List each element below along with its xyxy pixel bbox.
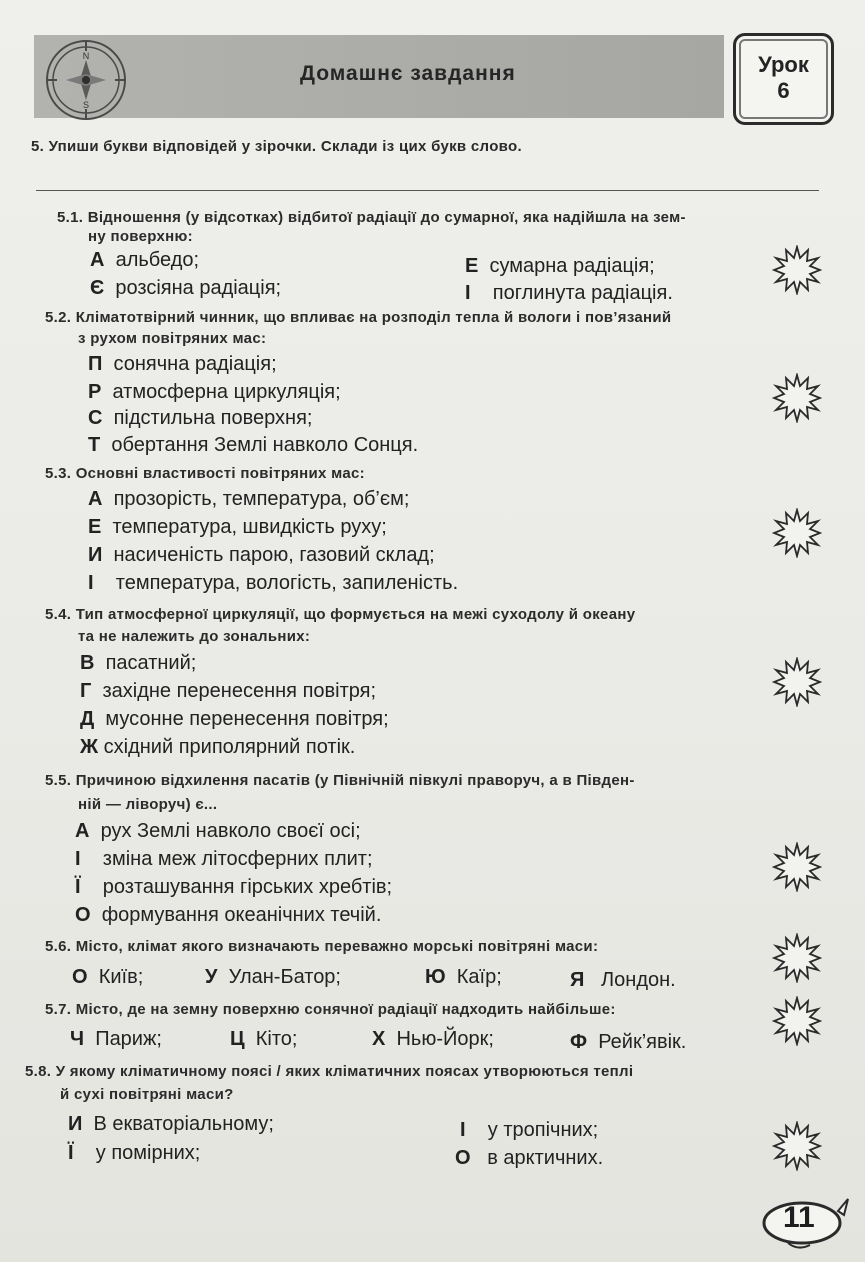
question-text: У якому кліматичному поясі / яких кліматичних поясах утворюються теплі: [55, 1063, 634, 1080]
question-5-2-cont: з рухом повітряних мас:: [78, 330, 267, 347]
option-5-6-u: У Улан-Батор;: [205, 966, 341, 988]
option-5-4-zh: Ж східний приполярний потік.: [80, 736, 356, 758]
option-5-2-p: П сонячна радіація;: [88, 353, 277, 375]
answer-star-5-8[interactable]: [772, 1121, 822, 1171]
option-5-5-o: О формування океанічних течій.: [75, 904, 382, 926]
option-5-3-i: І температура, вологість, запиленість.: [88, 572, 459, 594]
compass-south-label: S: [82, 100, 90, 110]
page-number: 11: [783, 1201, 815, 1234]
lesson-word: Урок: [758, 52, 809, 77]
question-5-6: [45, 936, 598, 958]
option-5-4-d: Д мусонне перенесення повітря;: [80, 708, 389, 730]
question-number: 5.5.: [45, 772, 72, 789]
question-5-5: [45, 770, 635, 792]
answer-star-5-6[interactable]: [772, 933, 822, 983]
question-text: Причиною відхилення пасатів (у Північній півкулі праворуч, а в Півден-: [75, 772, 635, 789]
option-5-2-t: Т обертання Землі навколо Сонця.: [88, 434, 419, 456]
option-5-1-ye: Є розсіяна радіація;: [90, 277, 282, 299]
option-5-3-y: И насиченість парою, газовий склад;: [88, 544, 435, 566]
question-text: Тип атмосферної циркуляції, що формується на межі суходолу й океану: [75, 606, 636, 623]
question-number: 5.7.: [45, 1001, 72, 1018]
question-number: 5.6.: [45, 938, 72, 955]
option-5-7-ts: Ц Кіто;: [230, 1028, 298, 1050]
question-5-2: [45, 307, 671, 329]
option-5-8-i: І у тропічних;: [460, 1119, 599, 1141]
option-5-6-ya: Я Лондон.: [570, 969, 676, 991]
option-5-8-o: О в арктичних.: [455, 1147, 604, 1169]
option-5-6-o: О Київ;: [72, 966, 144, 988]
option-5-2-r: Р атмосферна циркуляція;: [88, 381, 341, 403]
task-intro: 5. Упиши букви відповідей у зірочки. Склади із цих букв слово.: [31, 138, 522, 155]
question-5-4: [45, 604, 635, 626]
question-number: 5.2.: [45, 309, 72, 326]
question-text: Основні властивості повітряних мас:: [75, 465, 365, 482]
question-5-5-cont: ній — ліворуч) є...: [78, 796, 218, 813]
option-5-3-e: Е температура, швидкість руху;: [88, 516, 387, 538]
question-text: Відношення (у відсотках) відбитої радіації до сумарної, яка надійшла на зем-: [87, 209, 686, 226]
question-number: 5.8.: [25, 1063, 52, 1080]
option-5-8-yi: Ї у помірних;: [68, 1142, 201, 1164]
option-5-4-h: Г західне перенесення повітря;: [80, 680, 377, 702]
question-number: 5.4.: [45, 606, 72, 623]
question-text: Місто, клімат якого визначають переважно морські повітряні маси:: [75, 938, 599, 955]
option-5-5-yi: Ї розташування гірських хребтів;: [75, 876, 393, 898]
option-5-1-a: А альбедо;: [90, 249, 200, 271]
option-5-8-y: И В екваторіальному;: [68, 1113, 274, 1135]
answer-star-5-1[interactable]: [772, 245, 822, 295]
option-5-3-a: А прозорість, температура, об’єм;: [88, 488, 410, 510]
option-5-1-i: І поглинута радіація.: [465, 282, 673, 304]
question-5-3: [45, 463, 365, 485]
option-5-7-ch: Ч Париж;: [70, 1028, 162, 1050]
option-5-7-kh: Х Нью-Йорк;: [372, 1028, 494, 1050]
option-5-4-v: В пасатний;: [80, 652, 197, 674]
answer-star-5-3[interactable]: [772, 508, 822, 558]
answer-star-5-2[interactable]: [772, 373, 822, 423]
option-5-6-yu: Ю Каїр;: [425, 966, 502, 988]
question-5-4-cont: та не належить до зональних:: [78, 628, 311, 645]
option-5-5-i: І зміна меж літосферних плит;: [75, 848, 373, 870]
question-number: 5.3.: [45, 465, 72, 482]
option-5-5-a: А рух Землі навколо своєї осі;: [75, 820, 361, 842]
compass-north-label: N: [82, 51, 90, 61]
question-5-7: [45, 999, 616, 1021]
option-5-7-f: Ф Рейк’явік.: [570, 1031, 687, 1053]
option-5-1-e: Е сумарна радіація;: [465, 255, 655, 277]
lesson-number: 6: [777, 78, 790, 103]
answer-star-5-7[interactable]: [772, 996, 822, 1046]
compass-icon: [44, 38, 128, 122]
question-5-8: [25, 1061, 633, 1083]
question-5-8-cont: й сухі повітряні маси?: [60, 1086, 234, 1103]
answer-star-5-5[interactable]: [772, 842, 822, 892]
option-5-2-s: С підстильна поверхня;: [88, 407, 313, 429]
question-5-1-cont: ну поверхню:: [88, 228, 193, 245]
page-title: Домашнє завдання: [300, 62, 516, 85]
answer-star-5-4[interactable]: [772, 657, 822, 707]
answer-line[interactable]: [36, 190, 819, 191]
question-number: 5.1.: [57, 209, 84, 226]
question-text: Місто, де на земну поверхню сонячної радіації надходить найбільше:: [75, 1001, 616, 1018]
question-text: Кліматотвірний чинник, що впливає на розподіл тепла й вологи і пов’язаний: [75, 309, 672, 326]
lesson-badge: [733, 33, 834, 125]
